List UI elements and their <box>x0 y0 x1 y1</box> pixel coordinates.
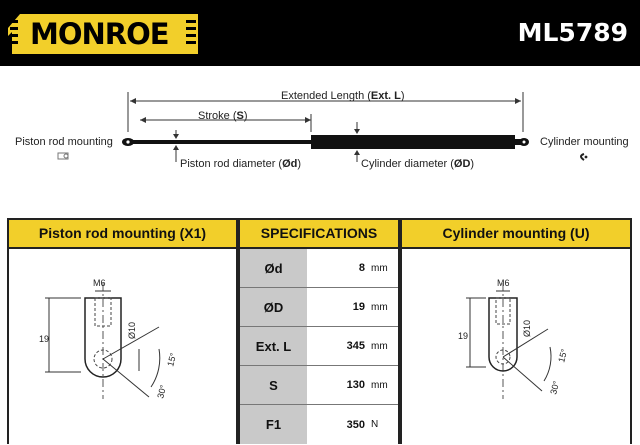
piston-rod-diameter-label: Piston rod diameter (Ød) <box>180 158 302 170</box>
spec-row <box>240 366 398 405</box>
model-number: ML5789 <box>517 18 628 47</box>
height-label: 19 <box>458 331 469 341</box>
spec-value: 350 <box>346 418 365 431</box>
spec-row <box>240 405 398 444</box>
extended-length-label: Extended Length (Ext. L) <box>281 90 405 102</box>
spec-key: F1 <box>240 405 307 444</box>
cylinder-eye-drawing <box>402 249 630 444</box>
spec-unit: mm <box>371 262 388 274</box>
header-bar <box>0 0 640 66</box>
gas-spring-diagram <box>0 70 640 210</box>
cylinder-mounting-label: Cylinder mounting <box>540 136 629 148</box>
angle-15-label: 15° <box>165 351 179 368</box>
height-label: 19 <box>39 334 50 344</box>
piston-rod-mounting-label: Piston rod mounting <box>15 136 113 148</box>
spec-key: ØD <box>240 288 307 326</box>
spec-unit: mm <box>371 340 388 352</box>
spec-value: 130 <box>346 379 365 391</box>
piston-rod-eye-drawing <box>9 249 236 444</box>
spec-unit: mm <box>371 301 388 313</box>
spec-key: Ext. L <box>240 327 307 365</box>
monroe-logo <box>8 14 208 54</box>
angle-15-label: 15° <box>556 347 570 364</box>
cylinder-mounting-drawing <box>400 249 632 444</box>
angle-30-label: 30° <box>155 383 169 400</box>
piston-rod-mounting-drawing <box>7 249 238 444</box>
specifications-column <box>238 249 400 444</box>
stroke-label: Stroke (S) <box>198 110 248 122</box>
spec-table <box>7 218 632 444</box>
m6-label: M6 <box>497 278 510 288</box>
left-header: Piston rod mounting (X1) <box>7 218 238 249</box>
spec-key: S <box>240 366 307 404</box>
spec-key: Ød <box>240 249 307 287</box>
spec-row <box>240 327 398 366</box>
spec-value: 345 <box>346 340 365 352</box>
spec-value: 8 <box>358 262 365 274</box>
spec-row <box>240 249 398 288</box>
spec-value: 19 <box>352 301 365 313</box>
spec-unit: N <box>371 419 379 430</box>
diameter-label: Ø10 <box>522 319 532 337</box>
spec-row <box>240 288 398 327</box>
right-header: Cylinder mounting (U) <box>400 218 632 249</box>
cylinder-diameter-label: Cylinder diameter (ØD) <box>361 158 475 170</box>
m6-label: M6 <box>93 278 106 288</box>
angle-30-label: 30° <box>548 379 562 396</box>
brand-name: MONROE <box>30 17 169 51</box>
spec-unit: mm <box>371 379 388 391</box>
specifications-header: SPECIFICATIONS <box>238 218 400 249</box>
diameter-label: Ø10 <box>127 321 137 339</box>
